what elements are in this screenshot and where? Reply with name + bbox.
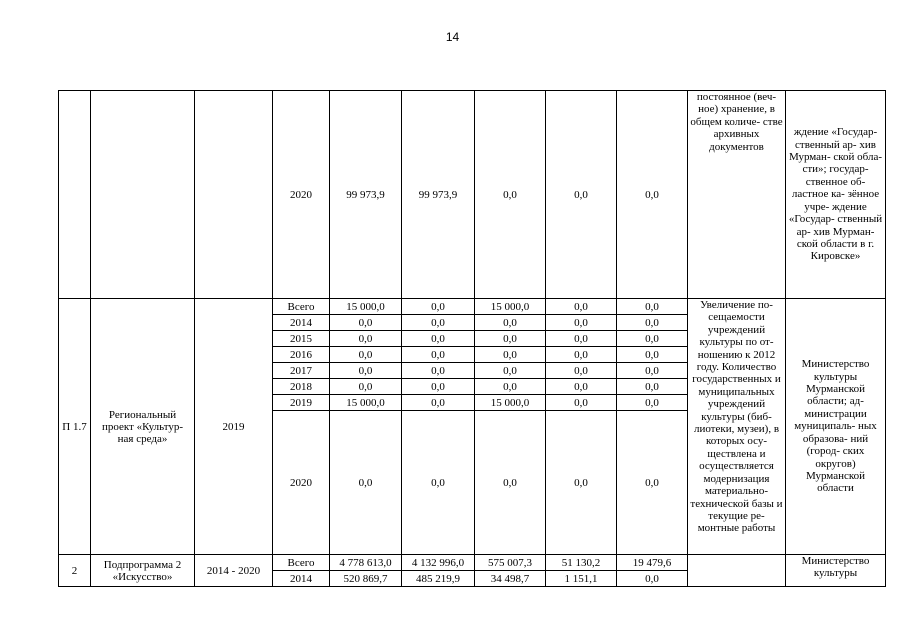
value-cell: 1 151,1 [546, 571, 617, 587]
value-cell: 34 498,7 [475, 571, 546, 587]
value-cell: 0,0 [617, 347, 688, 363]
value-cell: 0,0 [617, 395, 688, 411]
name-cell: Подпрограмма 2 «Искусство» [91, 555, 195, 587]
value-cell: 0,0 [402, 347, 475, 363]
year-cell: 2014 [273, 571, 330, 587]
value-cell: 0,0 [475, 379, 546, 395]
year-cell: 2017 [273, 363, 330, 379]
value-cell: 0,0 [330, 379, 402, 395]
value-cell: 19 479,6 [617, 555, 688, 571]
value-cell: 0,0 [475, 331, 546, 347]
value-cell: 0,0 [330, 347, 402, 363]
value-cell: 0,0 [402, 363, 475, 379]
value-cell: 0,0 [475, 411, 546, 555]
executor-cell: Министерство культуры [786, 555, 886, 587]
value-cell: 15 000,0 [475, 299, 546, 315]
value-cell: 0,0 [475, 347, 546, 363]
page-number: 14 [445, 30, 460, 44]
executor-cell: ждение «Государ- ственный ар- хив Мурман- ской обла- сти»; государ- ственное об- ластное ка- зённое учре- ждение «Государ- ственный ар- хив Мурман- ской области в г. Кировске» [786, 91, 886, 299]
year-cell: 2016 [273, 347, 330, 363]
value-cell: 15 000,0 [330, 395, 402, 411]
value-cell: 0,0 [617, 299, 688, 315]
value-cell: 0,0 [546, 379, 617, 395]
year-cell: 2018 [273, 379, 330, 395]
value-cell: 0,0 [330, 363, 402, 379]
result-cell: постоянное (веч- ное) хранение, в общем количе- стве архивных документов [688, 91, 786, 299]
value-cell: 0,0 [617, 315, 688, 331]
value-cell: 0,0 [546, 315, 617, 331]
value-cell: 0,0 [402, 395, 475, 411]
value-cell: 0,0 [330, 315, 402, 331]
value-cell: 0,0 [475, 363, 546, 379]
value-cell: 0,0 [546, 299, 617, 315]
value-cell: 0,0 [330, 331, 402, 347]
period-cell: 2019 [195, 299, 273, 555]
value-cell: 0,0 [617, 91, 688, 299]
value-cell: 4 132 996,0 [402, 555, 475, 571]
year-cell: 2019 [273, 395, 330, 411]
value-cell: 4 778 613,0 [330, 555, 402, 571]
period-cell [195, 91, 273, 299]
num-cell [59, 91, 91, 299]
value-cell: 0,0 [617, 379, 688, 395]
value-cell: 15 000,0 [330, 299, 402, 315]
table-row [59, 299, 886, 315]
value-cell: 0,0 [402, 331, 475, 347]
value-cell: 0,0 [617, 571, 688, 587]
value-cell: 0,0 [402, 299, 475, 315]
year-cell: 2020 [273, 411, 330, 555]
value-cell: 0,0 [546, 331, 617, 347]
table-row [59, 555, 886, 571]
value-cell: 15 000,0 [475, 395, 546, 411]
value-cell: 0,0 [402, 315, 475, 331]
value-cell: 0,0 [546, 347, 617, 363]
value-cell: 0,0 [617, 331, 688, 347]
value-cell: 51 130,2 [546, 555, 617, 571]
year-cell: 2020 [273, 91, 330, 299]
year-cell: Всего [273, 555, 330, 571]
value-cell: 99 973,9 [330, 91, 402, 299]
value-cell: 0,0 [546, 91, 617, 299]
name-cell [91, 91, 195, 299]
value-cell: 0,0 [617, 363, 688, 379]
value-cell: 0,0 [402, 411, 475, 555]
program-table [58, 90, 886, 587]
executor-cell: Министерство культуры Мурманской области; ад- министрации муниципаль- ных образова- ний (город- ских округов) Мурманской области [786, 299, 886, 555]
value-cell: 0,0 [546, 395, 617, 411]
value-cell: 520 869,7 [330, 571, 402, 587]
value-cell: 575 007,3 [475, 555, 546, 571]
name-cell: Региональный проект «Культур- ная среда» [91, 299, 195, 555]
value-cell: 0,0 [546, 411, 617, 555]
year-cell: Всего [273, 299, 330, 315]
value-cell: 0,0 [617, 411, 688, 555]
value-cell: 0,0 [475, 91, 546, 299]
value-cell: 485 219,9 [402, 571, 475, 587]
result-cell [688, 555, 786, 587]
value-cell: 99 973,9 [402, 91, 475, 299]
year-cell: 2014 [273, 315, 330, 331]
num-cell: 2 [59, 555, 91, 587]
table-row [59, 91, 886, 299]
result-cell: Увеличение по- сещаемости учреждений культуры по от- ношению к 2012 году. Количество государственных и муниципальных учреждений культуры (биб- лиотеки, музеи), в которых осу- ществлена и осуществляется модернизация материально- технической базы и текущие ре- монтные работы [688, 299, 786, 555]
value-cell: 0,0 [330, 411, 402, 555]
value-cell: 0,0 [475, 315, 546, 331]
period-cell: 2014 - 2020 [195, 555, 273, 587]
num-cell: П 1.7 [59, 299, 91, 555]
value-cell: 0,0 [546, 363, 617, 379]
year-cell: 2015 [273, 331, 330, 347]
value-cell: 0,0 [402, 379, 475, 395]
